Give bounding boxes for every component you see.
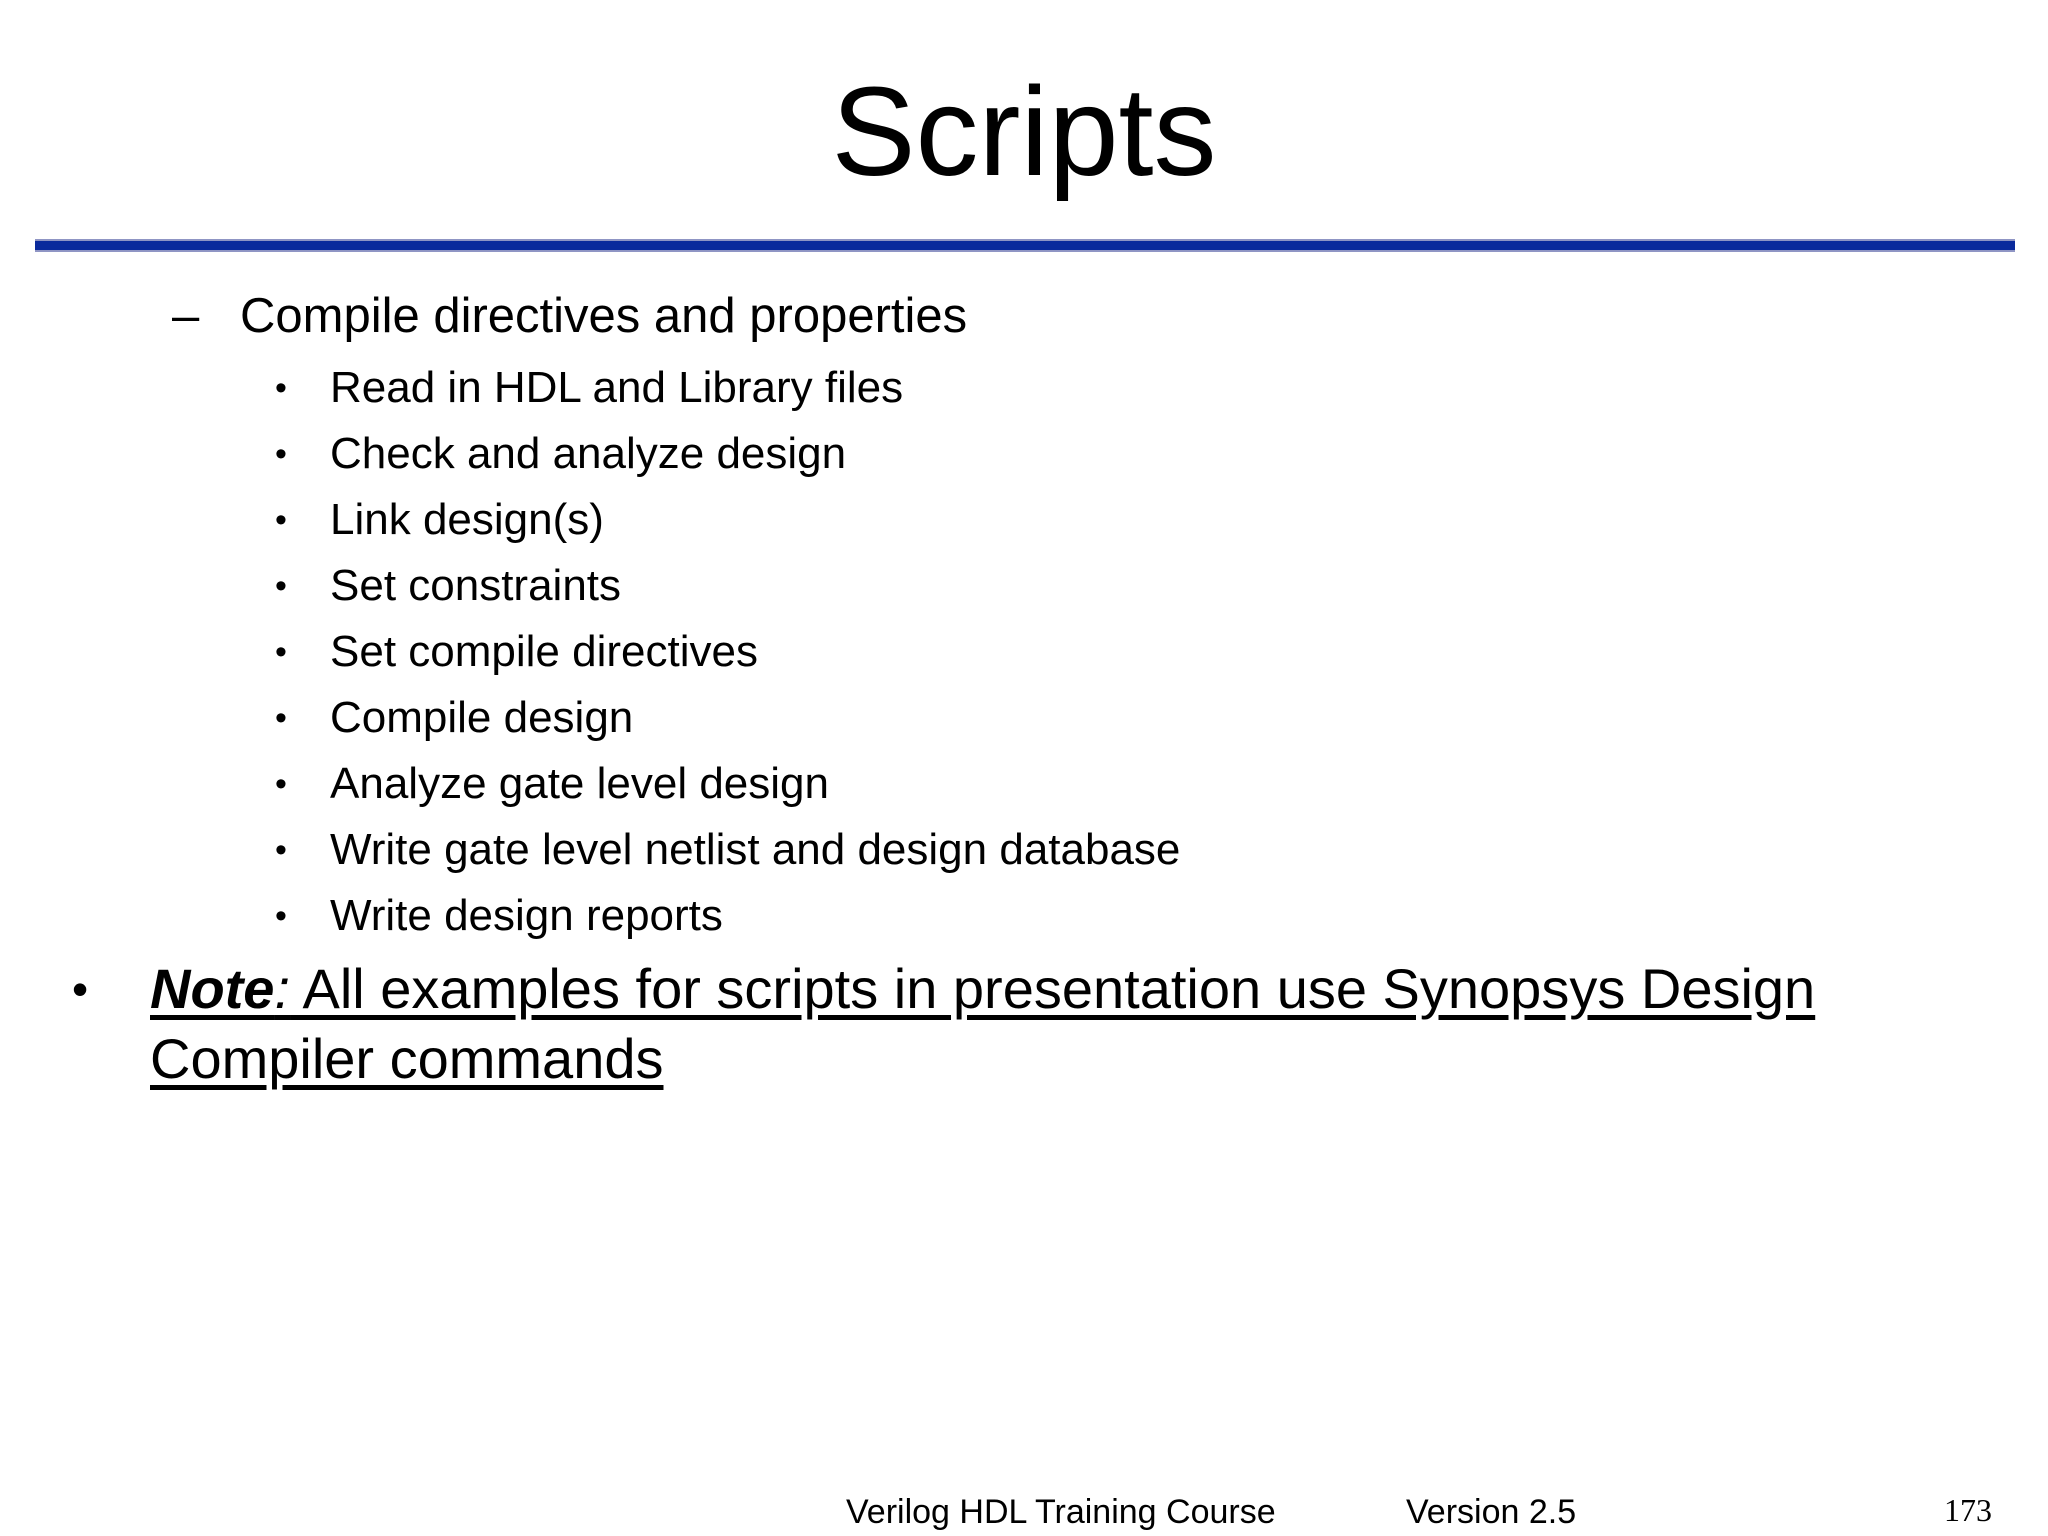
footer-version: Version 2.5 [1406, 1493, 1577, 1531]
sub-bullet-text: Write design reports [330, 891, 723, 940]
bullet-marker: • [275, 633, 287, 671]
sub-bullet-item [275, 751, 1180, 817]
title-divider [35, 239, 2015, 252]
page-number: 173 [1944, 1492, 1992, 1528]
bullet-marker: • [275, 567, 287, 605]
sub-bullet-item [275, 685, 1180, 751]
bullet-marker: • [275, 435, 287, 473]
sub-bullet-text: Read in HDL and Library files [330, 363, 904, 412]
dash-list-item-text: Compile directives and properties [240, 289, 968, 343]
sub-bullet-text: Analyze gate level design [330, 759, 829, 808]
bullet-marker: • [275, 501, 287, 539]
note-text [150, 954, 1970, 1094]
sub-bullet-text: Check and analyze design [330, 429, 847, 478]
bullet-marker: • [275, 369, 287, 407]
bullet-marker: • [275, 699, 287, 737]
dash-list-item [172, 286, 967, 346]
note-label: Note [150, 957, 275, 1020]
sub-bullet-item [275, 883, 1180, 949]
dash-marker: – [172, 289, 200, 343]
sub-bullet-item [275, 817, 1180, 883]
sub-bullet-text: Write gate level netlist and design database [330, 825, 1181, 874]
bullet-marker: • [72, 963, 89, 1015]
note-colon: : [274, 957, 291, 1020]
bullet-marker: • [275, 765, 287, 803]
sub-bullet-text: Link design(s) [330, 495, 604, 544]
sub-bullet-item [275, 355, 1180, 421]
sub-bullet-item [275, 619, 1180, 685]
note-body: All examples for scripts in presentation use Synopsys Design Compiler commands [150, 957, 1816, 1090]
sub-bullet-item [275, 421, 1180, 487]
bullet-marker: • [275, 897, 287, 935]
bullet-marker: • [275, 831, 287, 869]
sub-bullet-text: Compile design [330, 693, 634, 742]
sub-bullet-item [275, 553, 1180, 619]
sub-bullet-text: Set constraints [330, 561, 622, 610]
sub-bullet-list [275, 355, 1180, 949]
slide-title: Scripts [831, 61, 1217, 202]
footer-course-name: Verilog HDL Training Course [846, 1493, 1276, 1531]
sub-bullet-text: Set compile directives [330, 627, 758, 676]
sub-bullet-item [275, 487, 1180, 553]
